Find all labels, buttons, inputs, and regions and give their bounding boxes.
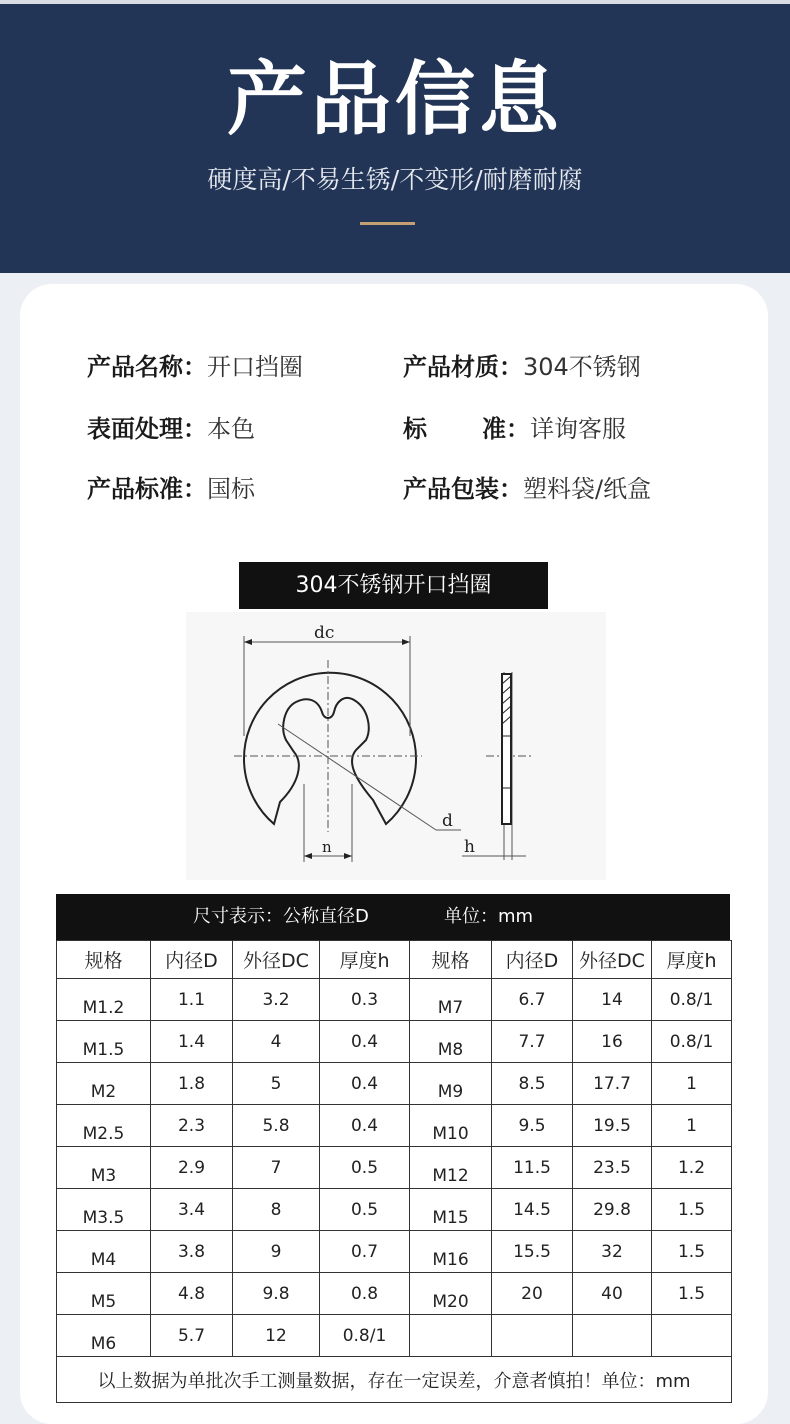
side-view <box>502 674 511 824</box>
cell-inner-d: 5.7 <box>151 1315 233 1357</box>
cell-inner-d: 2.9 <box>151 1147 233 1189</box>
page-subtitle: 硬度高/不易生锈/不变形/耐磨耐腐 <box>207 165 583 194</box>
cell-thickness: 1 <box>652 1105 732 1147</box>
cell-outer-dc: 9.8 <box>233 1273 320 1315</box>
info-label: 产品标准： <box>87 475 207 503</box>
cell-size: M7 <box>410 979 492 1021</box>
cell-thickness: 1 <box>652 1063 732 1105</box>
dim-label-h: h <box>464 837 475 857</box>
table-row <box>57 1105 732 1147</box>
cell-inner-d: 6.7 <box>492 979 573 1021</box>
cell-size: M15 <box>410 1189 492 1231</box>
cell-inner-d: 11.5 <box>492 1147 573 1189</box>
cell-thickness: 0.8/1 <box>320 1315 410 1357</box>
cell-inner-d: 14.5 <box>492 1189 573 1231</box>
cell-thickness: 1.2 <box>652 1147 732 1189</box>
dim-label-dc: dc <box>314 623 335 643</box>
cell-thickness: 0.8/1 <box>652 1021 732 1063</box>
info-value: 本色 <box>207 415 255 443</box>
dim-label-d: d <box>442 811 453 831</box>
d-leader <box>278 724 436 830</box>
cell-outer-dc: 5.8 <box>233 1105 320 1147</box>
caption-dimension: 尺寸表示：公称直径D <box>193 906 369 927</box>
table-note: 以上数据为单批次手工测量数据，存在一定误差，介意者慎拍！单位：mm <box>57 1357 732 1403</box>
cell-size: M9 <box>410 1063 492 1105</box>
cell-thickness: 0.4 <box>320 1021 410 1063</box>
info-value: 国标 <box>207 475 255 503</box>
info-value: 304不锈钢 <box>523 353 641 381</box>
info-material <box>403 351 641 383</box>
column-header: 规格 <box>410 941 492 979</box>
cell-thickness: 1.5 <box>652 1273 732 1315</box>
info-product-name <box>87 351 303 383</box>
spec-table <box>56 940 732 1403</box>
cell-outer-dc: 32 <box>573 1231 652 1273</box>
cell-thickness: 0.5 <box>320 1189 410 1231</box>
table-row <box>57 979 732 1021</box>
cell-thickness: 1.5 <box>652 1231 732 1273</box>
info-product-standard <box>87 473 255 505</box>
cell-inner-d: 15.5 <box>492 1231 573 1273</box>
accent-divider <box>360 222 415 225</box>
dim-label-n: n <box>322 838 332 856</box>
cell-outer-dc: 16 <box>573 1021 652 1063</box>
cell-size: M20 <box>410 1273 492 1315</box>
top-divider <box>0 0 790 4</box>
cell-inner-d: 9.5 <box>492 1105 573 1147</box>
info-surface <box>87 413 255 445</box>
cell-outer-dc <box>573 1315 652 1357</box>
info-label: 表面处理： <box>87 415 207 443</box>
page-title: 产品信息 <box>227 53 563 146</box>
cell-outer-dc: 12 <box>233 1315 320 1357</box>
info-value: 开口挡圈 <box>207 353 303 381</box>
column-header: 规格 <box>57 941 151 979</box>
cell-outer-dc: 9 <box>233 1231 320 1273</box>
cell-outer-dc: 29.8 <box>573 1189 652 1231</box>
e-clip-drawing <box>186 612 606 880</box>
cell-thickness: 0.5 <box>320 1147 410 1189</box>
table-row <box>57 1147 732 1189</box>
info-standard <box>403 413 626 445</box>
cell-outer-dc: 17.7 <box>573 1063 652 1105</box>
cell-outer-dc: 40 <box>573 1273 652 1315</box>
cell-thickness: 1.5 <box>652 1189 732 1231</box>
cell-outer-dc: 23.5 <box>573 1147 652 1189</box>
info-packaging <box>403 473 651 505</box>
table-row <box>57 1063 732 1105</box>
diagram-title: 304不锈钢开口挡圈 <box>239 562 548 609</box>
cell-outer-dc: 8 <box>233 1189 320 1231</box>
cell-outer-dc: 3.2 <box>233 979 320 1021</box>
column-header: 内径D <box>151 941 233 979</box>
cell-size: M2.5 <box>57 1105 151 1147</box>
cell-thickness: 0.8/1 <box>652 979 732 1021</box>
technical-drawing <box>186 612 606 880</box>
table-note-row <box>57 1357 732 1403</box>
table-row <box>57 1231 732 1273</box>
cell-outer-dc: 5 <box>233 1063 320 1105</box>
column-header: 外径DC <box>573 941 652 979</box>
cell-inner-d: 2.3 <box>151 1105 233 1147</box>
column-header: 厚度h <box>320 941 410 979</box>
cell-size: M12 <box>410 1147 492 1189</box>
cell-inner-d: 1.8 <box>151 1063 233 1105</box>
info-value: 详询客服 <box>530 415 626 443</box>
cell-size: M8 <box>410 1021 492 1063</box>
cell-thickness: 0.3 <box>320 979 410 1021</box>
cell-inner-d <box>492 1315 573 1357</box>
table-caption-bar <box>56 894 730 940</box>
table-row <box>57 1021 732 1063</box>
table-row <box>57 1273 732 1315</box>
cell-thickness: 0.7 <box>320 1231 410 1273</box>
cell-outer-dc: 7 <box>233 1147 320 1189</box>
column-header: 厚度h <box>652 941 732 979</box>
table-row <box>57 1315 732 1357</box>
cell-size: M10 <box>410 1105 492 1147</box>
cell-inner-d: 8.5 <box>492 1063 573 1105</box>
caption-unit: 单位：mm <box>444 906 534 927</box>
cell-inner-d: 7.7 <box>492 1021 573 1063</box>
clip-outline <box>244 673 416 824</box>
info-label: 标 <box>403 415 427 443</box>
cell-inner-d: 4.8 <box>151 1273 233 1315</box>
cell-size: M2 <box>57 1063 151 1105</box>
cell-thickness <box>652 1315 732 1357</box>
table-header-row <box>57 941 732 979</box>
info-label: 产品材质： <box>403 353 523 381</box>
cell-inner-d: 1.4 <box>151 1021 233 1063</box>
cell-inner-d: 20 <box>492 1273 573 1315</box>
info-value: 塑料袋/纸盒 <box>523 475 652 503</box>
cell-size: M6 <box>57 1315 151 1357</box>
cell-size: M3.5 <box>57 1189 151 1231</box>
info-label-2: 准： <box>482 415 530 443</box>
cell-inner-d: 3.4 <box>151 1189 233 1231</box>
cell-inner-d: 3.8 <box>151 1231 233 1273</box>
cell-thickness: 0.4 <box>320 1063 410 1105</box>
cell-thickness: 0.8 <box>320 1273 410 1315</box>
header-banner <box>0 0 790 273</box>
info-label: 产品名称： <box>87 353 207 381</box>
info-label: 产品包装： <box>403 475 523 503</box>
column-header: 内径D <box>492 941 573 979</box>
cell-size: M5 <box>57 1273 151 1315</box>
cell-thickness: 0.4 <box>320 1105 410 1147</box>
cell-outer-dc: 4 <box>233 1021 320 1063</box>
cell-size: M4 <box>57 1231 151 1273</box>
cell-inner-d: 1.1 <box>151 979 233 1021</box>
cell-size: M3 <box>57 1147 151 1189</box>
column-header: 外径DC <box>233 941 320 979</box>
cell-size: M16 <box>410 1231 492 1273</box>
table-row <box>57 1189 732 1231</box>
cell-outer-dc: 19.5 <box>573 1105 652 1147</box>
cell-size: M1.5 <box>57 1021 151 1063</box>
cell-size <box>410 1315 492 1357</box>
cell-outer-dc: 14 <box>573 979 652 1021</box>
cell-size: M1.2 <box>57 979 151 1021</box>
